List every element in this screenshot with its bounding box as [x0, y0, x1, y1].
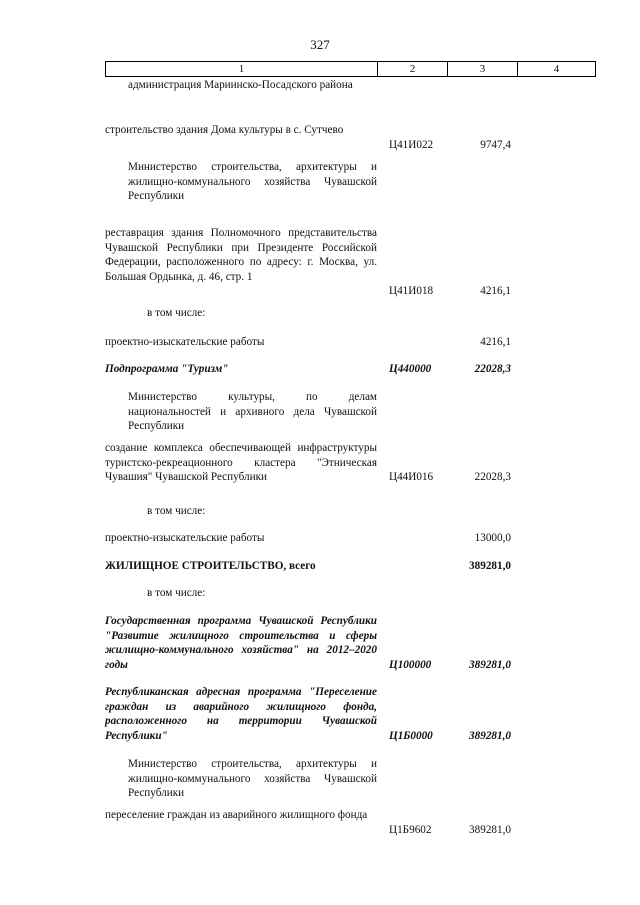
header-col-3: 3	[448, 62, 518, 77]
header-col-1: 1	[106, 62, 378, 77]
row-code: Ц41И018	[389, 285, 434, 298]
row-code: Ц100000	[389, 658, 432, 671]
column-header	[105, 61, 596, 77]
row-amount: 389281,0	[469, 560, 511, 572]
row-amount: 389281,0	[469, 823, 511, 836]
row-text: ЖИЛИЩНОЕ СТРОИТЕЛЬСТВО, всего	[105, 560, 316, 572]
row-code: Ц41И022	[389, 138, 434, 151]
row-code: Ц440000	[389, 363, 432, 375]
row-amount: 4216,1	[480, 336, 511, 348]
row-text: Министерство строительства, архитектуры и жилищно-коммунального хозяйства Чувашской Республики	[128, 161, 377, 203]
row-text: Республиканская адресная программа "Переселение граждан из аварийного жилищного фонда, расположенного на территории Чувашской Республики"	[105, 686, 377, 742]
row-text: реставрация здания Полномочного представительства Чувашской Республики при Президенте Российской Федерации, расположенного по адресу: г. Москва, ул. Большая Ордынка, д. 46, стр. 1	[105, 227, 377, 283]
page-number: 327	[310, 37, 330, 52]
row-text: проектно-изыскательские работы	[105, 336, 265, 348]
row-text: в том числе:	[147, 587, 206, 599]
row-text: в том числе:	[147, 307, 206, 319]
row-text: в том числе:	[147, 505, 206, 517]
row-amount: 4216,1	[480, 285, 511, 298]
row-text: Государственная программа Чувашской Республики "Развитие жилищного строительства и сферы жилищно-коммунального хозяйства" на 2012–2020 годы	[105, 615, 377, 671]
row-text: создание комплекса обеспечивающей инфраструктуры туристско-рекреационного кластера "Этническая Чувашия" Чувашской Республики	[105, 442, 377, 484]
row-text: строительство здания Дома культуры в с. Сутчево	[105, 124, 344, 136]
row-text: Министерство строительства, архитектуры и жилищно-коммунального хозяйства Чувашской Республики	[128, 758, 377, 800]
row-amount: 22028,3	[474, 471, 511, 484]
row-text: администрация Мариинско-Посадского района	[128, 79, 353, 91]
row-amount: 9747,4	[480, 138, 511, 151]
row-text: Министерство культуры, по делам национальностей и архивного дела Чувашской Республики	[128, 391, 377, 433]
header-col-2: 2	[378, 62, 448, 77]
row-code: Ц44И016	[389, 471, 434, 484]
row-text: проектно-изыскательские работы	[105, 532, 265, 544]
row-amount: 13000,0	[474, 532, 511, 544]
row-code: Ц1Б9602	[389, 823, 432, 836]
row-amount: 389281,0	[469, 658, 511, 671]
row-text: Подпрограмма "Туризм"	[105, 363, 229, 375]
row-code: Ц1Б0000	[389, 729, 433, 742]
row-text: переселение граждан из аварийного жилищного фонда	[105, 809, 368, 821]
header-col-4: 4	[518, 62, 596, 77]
row-amount: 22028,3	[474, 363, 511, 375]
row-amount: 389281,0	[469, 729, 511, 742]
